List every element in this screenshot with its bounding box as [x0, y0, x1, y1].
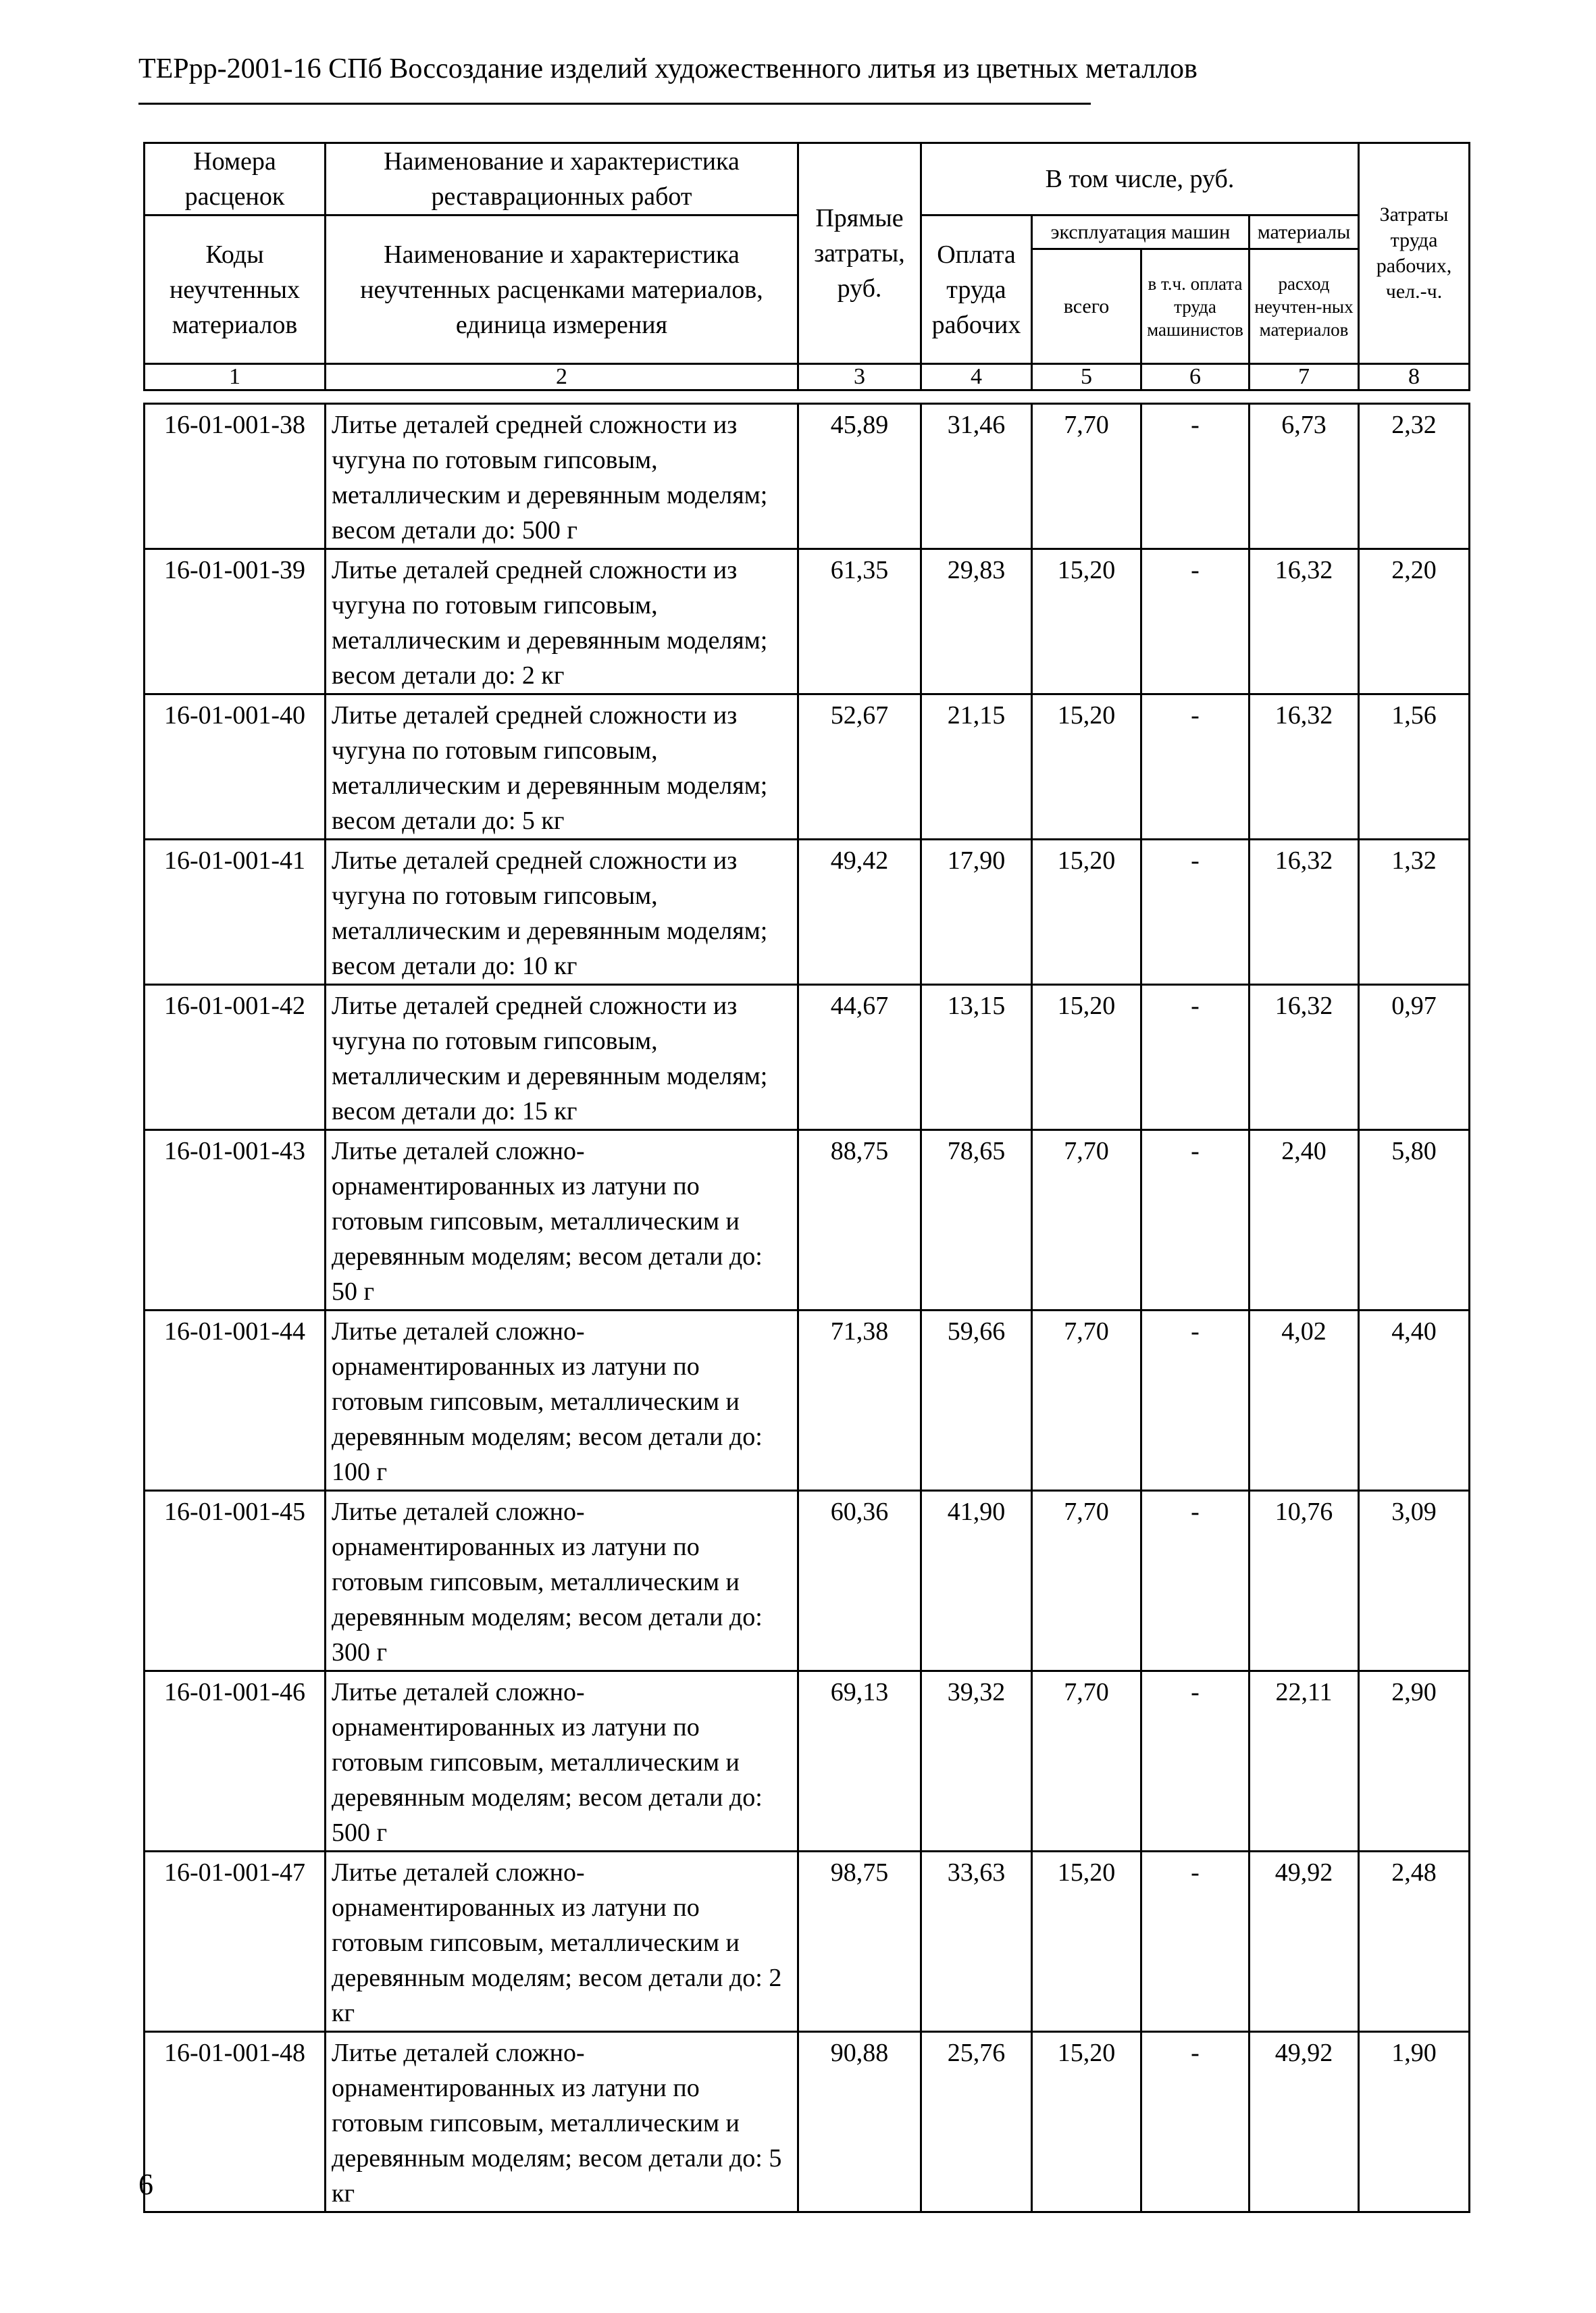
rate-code: 16-01-001-47 [145, 1852, 326, 2032]
direct-costs: 45,89 [798, 404, 921, 549]
work-description: Литье деталей сложно-орнаментированных из латуни по готовым гипсовым, металлическим и деревянным моделям; весом детали до: 100 г [326, 1311, 798, 1491]
machinist-pay: - [1141, 404, 1250, 549]
rate-code: 16-01-001-38 [145, 404, 326, 549]
rate-code: 16-01-001-39 [145, 549, 326, 694]
worker-pay: 31,46 [921, 404, 1032, 549]
work-description: Литье деталей средней сложности из чугуна по готовым гипсовым, металлическим и деревянным моделям; весом детали до: 5 кг [326, 694, 798, 840]
table-row [145, 1311, 1470, 1491]
table-row [145, 1130, 1470, 1311]
worker-pay: 78,65 [921, 1130, 1032, 1311]
hdr-work-name: Наименование и характеристика реставрационных работ [326, 143, 798, 215]
hdr-machinist-pay: в т.ч. оплата труда машинистов [1141, 249, 1250, 364]
page-number: 6 [138, 2168, 153, 2201]
work-description: Литье деталей средней сложности из чугуна по готовым гипсовым, металлическим и деревянным моделям; весом детали до: 15 кг [326, 985, 798, 1130]
page-title: ТЕРрр-2001-16 СПб Воссоздание изделий художественного литья из цветных металлов [138, 53, 1198, 84]
labor-hours: 5,80 [1359, 1130, 1470, 1311]
hdr-col-number: 3 [798, 364, 921, 390]
rate-code: 16-01-001-41 [145, 840, 326, 985]
hdr-col-number: 6 [1141, 364, 1250, 390]
machinist-pay: - [1141, 1491, 1250, 1671]
worker-pay: 41,90 [921, 1491, 1032, 1671]
machinist-pay: - [1141, 549, 1250, 694]
labor-hours: 3,09 [1359, 1491, 1470, 1671]
material-costs: 10,76 [1250, 1491, 1359, 1671]
hdr-col-number: 5 [1032, 364, 1141, 390]
material-costs: 22,11 [1250, 1671, 1359, 1852]
rate-code: 16-01-001-42 [145, 985, 326, 1130]
worker-pay: 21,15 [921, 694, 1032, 840]
labor-hours: 1,56 [1359, 694, 1470, 840]
work-description: Литье деталей сложно-орнаментированных из латуни по готовым гипсовым, металлическим и деревянным моделям; весом детали до: 5 кг [326, 2032, 798, 2212]
direct-costs: 44,67 [798, 985, 921, 1130]
labor-hours: 1,90 [1359, 2032, 1470, 2212]
work-description: Литье деталей сложно-орнаментированных из латуни по готовым гипсовым, металлическим и деревянным моделям; весом детали до: 2 кг [326, 1852, 798, 2032]
machine-costs: 15,20 [1032, 985, 1141, 1130]
worker-pay: 25,76 [921, 2032, 1032, 2212]
direct-costs: 60,36 [798, 1491, 921, 1671]
machine-costs: 15,20 [1032, 694, 1141, 840]
labor-hours: 2,48 [1359, 1852, 1470, 2032]
direct-costs: 71,38 [798, 1311, 921, 1491]
material-costs: 49,92 [1250, 2032, 1359, 2212]
hdr-col-number: 8 [1359, 364, 1470, 390]
direct-costs: 98,75 [798, 1852, 921, 2032]
rate-code: 16-01-001-40 [145, 694, 326, 840]
hdr-col-number: 1 [145, 364, 326, 390]
machine-costs: 15,20 [1032, 549, 1141, 694]
worker-pay: 33,63 [921, 1852, 1032, 2032]
material-costs: 49,92 [1250, 1852, 1359, 2032]
work-description: Литье деталей средней сложности из чугуна по готовым гипсовым, металлическим и деревянным моделям; весом детали до: 10 кг [326, 840, 798, 985]
material-costs: 2,40 [1250, 1130, 1359, 1311]
rate-code: 16-01-001-48 [145, 2032, 326, 2212]
hdr-col-number: 4 [921, 364, 1032, 390]
table-row [145, 549, 1470, 694]
direct-costs: 61,35 [798, 549, 921, 694]
hdr-including: В том числе, руб. [921, 143, 1359, 215]
rates-table [143, 403, 1470, 2213]
hdr-worker-pay: Оплата труда рабочих [921, 215, 1032, 364]
hdr-col-number: 2 [326, 364, 798, 390]
hdr-rate-numbers: Номера расценок [145, 143, 326, 215]
machine-costs: 15,20 [1032, 2032, 1141, 2212]
hdr-machine-operation: эксплуатация машин [1032, 215, 1250, 249]
work-description: Литье деталей сложно-орнаментированных из латуни по готовым гипсовым, металлическим и деревянным моделям; весом детали до: 300 г [326, 1491, 798, 1671]
material-costs: 16,32 [1250, 985, 1359, 1130]
work-description: Литье деталей сложно-орнаментированных из латуни по готовым гипсовым, металлическим и деревянным моделям; весом детали до: 50 г [326, 1130, 798, 1311]
machinist-pay: - [1141, 2032, 1250, 2212]
material-costs: 16,32 [1250, 549, 1359, 694]
material-costs: 16,32 [1250, 840, 1359, 985]
table-row [145, 1852, 1470, 2032]
worker-pay: 29,83 [921, 549, 1032, 694]
material-costs: 16,32 [1250, 694, 1359, 840]
direct-costs: 69,13 [798, 1671, 921, 1852]
machinist-pay: - [1141, 1311, 1250, 1491]
machinist-pay: - [1141, 1130, 1250, 1311]
table-row [145, 985, 1470, 1130]
machine-costs: 7,70 [1032, 1491, 1141, 1671]
hdr-unaccounted-materials: расход неучтен-ных материалов [1250, 249, 1359, 364]
table-row [145, 694, 1470, 840]
labor-hours: 1,32 [1359, 840, 1470, 985]
work-description: Литье деталей сложно-орнаментированных из латуни по готовым гипсовым, металлическим и деревянным моделям; весом детали до: 500 г [326, 1671, 798, 1852]
table-row [145, 840, 1470, 985]
title-divider [138, 103, 1091, 105]
hdr-col-number: 7 [1250, 364, 1359, 390]
hdr-direct-costs: Прямые затраты, руб. [798, 143, 921, 364]
machine-costs: 7,70 [1032, 1311, 1141, 1491]
direct-costs: 49,42 [798, 840, 921, 985]
rate-code: 16-01-001-44 [145, 1311, 326, 1491]
machine-costs: 15,20 [1032, 1852, 1141, 2032]
labor-hours: 2,32 [1359, 404, 1470, 549]
hdr-material-codes: Коды неучтенных материалов [145, 215, 326, 364]
worker-pay: 59,66 [921, 1311, 1032, 1491]
direct-costs: 90,88 [798, 2032, 921, 2212]
material-costs: 4,02 [1250, 1311, 1359, 1491]
worker-pay: 13,15 [921, 985, 1032, 1130]
labor-hours: 2,90 [1359, 1671, 1470, 1852]
work-description: Литье деталей средней сложности из чугуна по готовым гипсовым, металлическим и деревянным моделям; весом детали до: 500 г [326, 404, 798, 549]
machine-costs: 7,70 [1032, 1130, 1141, 1311]
machine-costs: 15,20 [1032, 840, 1141, 985]
hdr-materials: материалы [1250, 215, 1359, 249]
machinist-pay: - [1141, 694, 1250, 840]
worker-pay: 17,90 [921, 840, 1032, 985]
machine-costs: 7,70 [1032, 1671, 1141, 1852]
table-row [145, 404, 1470, 549]
labor-hours: 4,40 [1359, 1311, 1470, 1491]
machinist-pay: - [1141, 840, 1250, 985]
hdr-labor-hours: Затраты труда рабочих, чел.-ч. [1359, 143, 1470, 364]
machine-costs: 7,70 [1032, 404, 1141, 549]
table-header [143, 142, 1470, 391]
rate-code: 16-01-001-46 [145, 1671, 326, 1852]
labor-hours: 2,20 [1359, 549, 1470, 694]
machinist-pay: - [1141, 985, 1250, 1130]
machinist-pay: - [1141, 1852, 1250, 2032]
machinist-pay: - [1141, 1671, 1250, 1852]
worker-pay: 39,32 [921, 1671, 1032, 1852]
material-costs: 6,73 [1250, 404, 1359, 549]
work-description: Литье деталей средней сложности из чугуна по готовым гипсовым, металлическим и деревянным моделям; весом детали до: 2 кг [326, 549, 798, 694]
rate-code: 16-01-001-45 [145, 1491, 326, 1671]
direct-costs: 88,75 [798, 1130, 921, 1311]
direct-costs: 52,67 [798, 694, 921, 840]
table-row [145, 2032, 1470, 2212]
labor-hours: 0,97 [1359, 985, 1470, 1130]
hdr-material-name: Наименование и характеристика неучтенных расценками материалов, единица измерения [326, 215, 798, 364]
hdr-machines-total: всего [1032, 249, 1141, 364]
table-row [145, 1491, 1470, 1671]
table-row [145, 1671, 1470, 1852]
rate-code: 16-01-001-43 [145, 1130, 326, 1311]
